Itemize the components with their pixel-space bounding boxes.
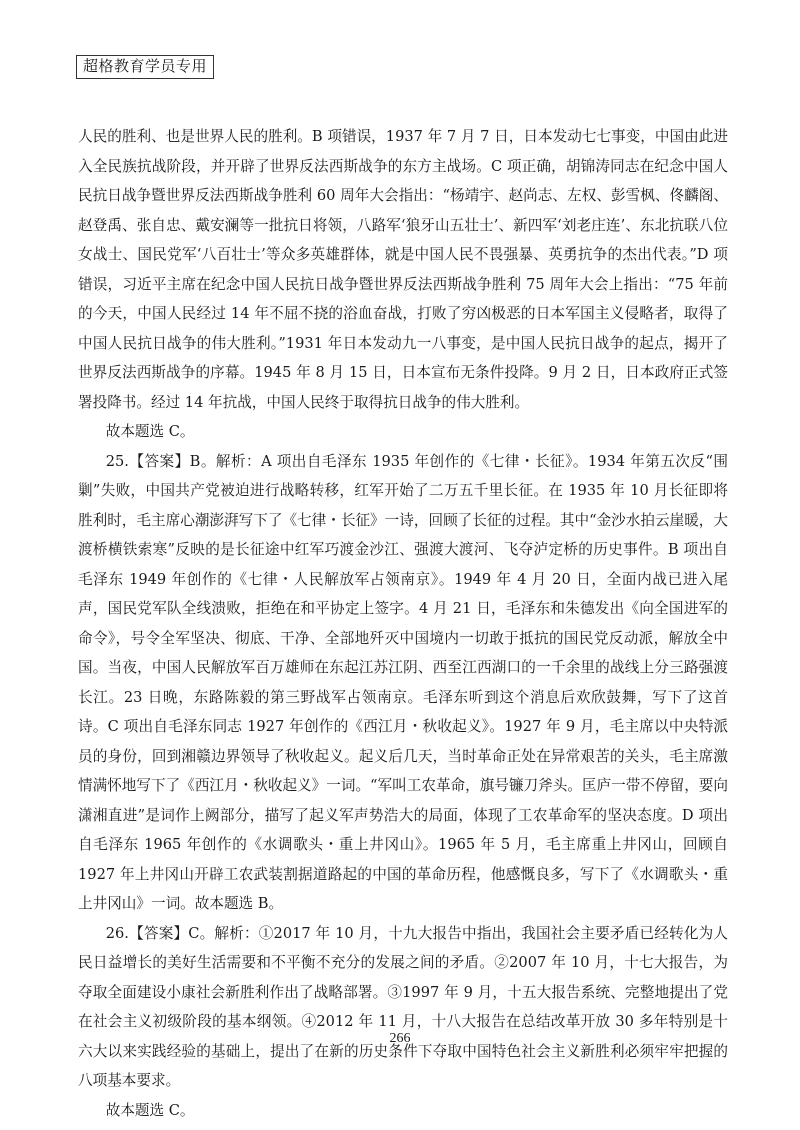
paragraph-answer-26: 26.【答案】C。解析：①2017 年 10 月，十九大报告中指出，我国社会主要矛盾已经转化为人民日益增长的美好生活需要和不平衡不充分的发展之间的矛盾。②2007 年 10 月，十七大报告，为夺取全面建设小康社会新胜利作出了战略部署。③1997 年 9 月，十五大报告系统、完整地提出了党在社会主义初级阶段的基本纲领。④2012 年 11 月，十八大报告在总结改革开放 30 多年特别是十六大以来实践经验的基础上，提出了在新的历史条件下夺取中国特色社会主义新胜利必须牢牢把握的八项基本要求。 xyxy=(78,924,728,1089)
paragraph-continuation: 人民的胜利、也是世界人民的胜利。B 项错误，1937 年 7 月 7 日，日本发动七七事变，中国由此进入全民族抗战阶段，并开辟了世界反法西斯战争的东方主战场。C 项正确，胡锦涛同志在纪念中国人民抗日战争暨世界反法西斯战争胜利 60 周年大会指出：“杨靖宇、赵尚志、左权、彭雪枫、佟麟阁、赵登禹、张自忠、戴安澜等一批抗日将领，八路军‘狼牙山五壮士’、新四军‘刘老庄连’、东北抗联八位女战士、国民党军‘八百壮士’等众多英雄群体，就是中国人民不畏强暴、英勇抗争的杰出代表。”D 项错误，习近平主席在纪念中国人民抗日战争暨世界反法西斯战争胜利 75 周年大会上指出：“75 年前的今天，中国人民经过 14 年不屈不挠的浴血奋战，打败了穷凶极恶的日本军国主义侵略者，取得了中国人民抗日战争的伟大胜利。”1931 年日本发动九一八事变，是中国人民抗日战争的起点，揭开了世界反法西斯战争的序幕。1945 年 8 月 15 日，日本宣布无条件投降。9 月 2 日，日本政府正式签署投降书。经过 14 年抗战，中国人民终于取得抗日战争的伟大胜利。 xyxy=(78,128,728,411)
document-body xyxy=(78,122,728,1125)
page-number: 266 xyxy=(389,1031,411,1046)
paragraph-answer-25: 25.【答案】B。解析：A 项出自毛泽东 1935 年创作的《七律・长征》。1934 年第五次反“围剿”失败，中国共产党被迫进行战略转移，红军开始了二万五千里长征。在 1935 年 10 月长征即将胜利时，毛主席心潮澎湃写下了《七律・长征》一诗，回顾了长征的过程。其中“金沙水拍云崖暖，大渡桥横铁索寒”反映的是长征途中红军巧渡金沙江、强渡大渡河、飞夺泸定桥的历史事件。B 项出自毛泽东 1949 年创作的《七律・人民解放军占领南京》。1949 年 4 月 20 日，全面内战已进入尾声，国民党军队全线溃败，拒绝在和平协定上签字。4 月 21 日，毛泽东和朱德发出《向全国进军的命令》，号令全军坚决、彻底、干净、全部地歼灭中国境内一切敢于抵抗的国民党反动派，解放全中国。当夜，中国人民解放军百万雄师在东起江苏江阴、西至江西湖口的一千余里的战线上分三路强渡长江。23 日晚，东路陈毅的第三野战军占领南京。毛泽东听到这个消息后欢欣鼓舞，写下了这首诗。C 项出自毛泽东同志 1927 年创作的《西江月・秋收起义》。1927 年 9 月，毛主席以中央特派员的身份，回到湘赣边界领导了秋收起义。起义后几天，当时革命正处在异常艰苦的关头，毛主席激情满怀地写下了《西江月・秋收起义》一词。“军叫工农革命，旗号镰刀斧头。匡庐一带不停留，要向潇湘直进”是词作上阙部分，描写了起义军声势浩大的局面，体现了工农革命军的坚决态度。D 项出自毛泽东 1965 年创作的《水调歌头・重上井冈山》。1965 年 5 月，毛主席重上井冈山，回顾自 1927 年上井冈山开辟工农武装割据道路起的中国的革命历程，他感慨良多，写下了《水调歌头・重上井冈山》一词。故本题选 B。 xyxy=(78,452,728,912)
page-header xyxy=(76,55,214,79)
header-label: 超格教育学员专用 xyxy=(76,55,214,79)
paragraph-conclusion-24: 故本题选 C。 xyxy=(105,423,195,440)
paragraph-conclusion-26: 故本题选 C。 xyxy=(105,1101,195,1119)
